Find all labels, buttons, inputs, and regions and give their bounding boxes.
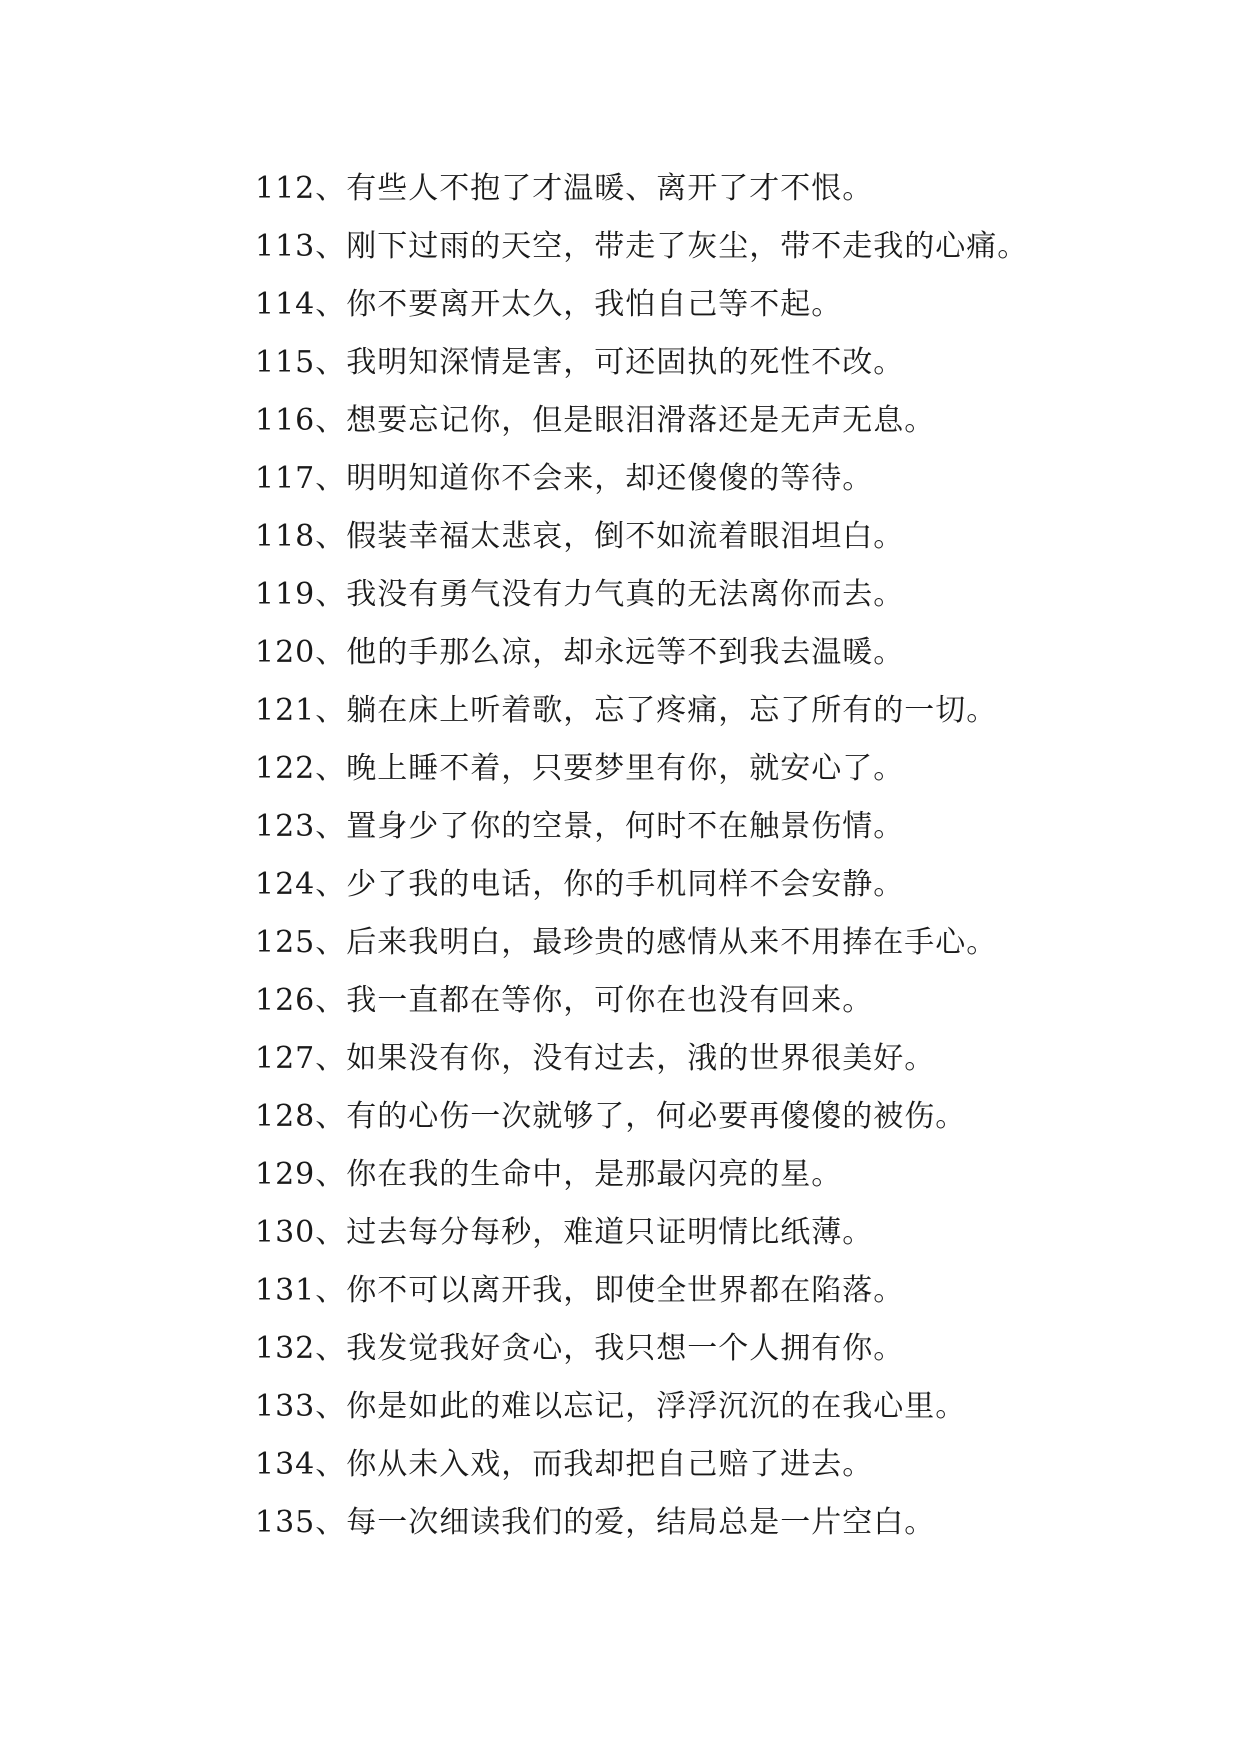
quote-line-133 [255, 1378, 1215, 1436]
quote-text: 有的心伤一次就够了，何必要再傻傻的被伤。 [346, 1099, 967, 1134]
quote-number: 132 [255, 1331, 316, 1366]
quote-number: 129 [255, 1157, 316, 1192]
quote-number: 116 [255, 403, 316, 438]
quote-separator: 、 [315, 1041, 347, 1076]
quote-separator: 、 [315, 693, 347, 728]
quote-line-127 [255, 1030, 1215, 1088]
quote-number: 121 [255, 693, 316, 728]
quote-separator: 、 [315, 1505, 347, 1540]
quote-text: 我发觉我好贪心，我只想一个人拥有你。 [346, 1331, 905, 1366]
quote-line-119 [255, 566, 1215, 624]
quote-text: 他的手那么凉，却永远等不到我去温暖。 [346, 635, 905, 670]
quote-text: 你不要离开太久，我怕自己等不起。 [346, 287, 843, 322]
quote-number: 120 [255, 635, 316, 670]
quote-number: 117 [255, 461, 316, 496]
quote-list [255, 160, 1215, 1552]
quote-line-130 [255, 1204, 1215, 1262]
quote-text: 刚下过雨的天空，带走了灰尘，带不走我的心痛。 [346, 229, 1029, 264]
quote-line-129 [255, 1146, 1215, 1204]
quote-separator: 、 [315, 403, 347, 438]
quote-line-124 [255, 856, 1215, 914]
quote-text: 置身少了你的空景，何时不在触景伤情。 [346, 809, 905, 844]
quote-separator: 、 [315, 1331, 347, 1366]
quote-number: 119 [255, 577, 316, 612]
quote-line-132 [255, 1320, 1215, 1378]
quote-text: 你是如此的难以忘记，浮浮沉沉的在我心里。 [346, 1389, 967, 1424]
quote-text: 少了我的电话，你的手机同样不会安静。 [346, 867, 905, 902]
quote-text: 假装幸福太悲哀，倒不如流着眼泪坦白。 [346, 519, 905, 554]
quote-number: 133 [255, 1389, 316, 1424]
quote-text: 我明知深情是害，可还固执的死性不改。 [346, 345, 905, 380]
quote-separator: 、 [315, 751, 347, 786]
quote-line-117 [255, 450, 1215, 508]
quote-text: 你从未入戏，而我却把自己赔了进去。 [346, 1447, 874, 1482]
quote-separator: 、 [315, 867, 347, 902]
quote-line-128 [255, 1088, 1215, 1146]
quote-number: 115 [255, 345, 316, 380]
quote-line-135 [255, 1494, 1215, 1552]
quote-separator: 、 [315, 925, 347, 960]
quote-line-113 [255, 218, 1215, 276]
quote-number: 124 [255, 867, 316, 902]
quote-line-120 [255, 624, 1215, 682]
quote-separator: 、 [315, 1099, 347, 1134]
quote-number: 135 [255, 1505, 316, 1540]
quote-separator: 、 [315, 635, 347, 670]
quote-line-126 [255, 972, 1215, 1030]
quote-number: 123 [255, 809, 316, 844]
quote-number: 114 [255, 287, 316, 322]
quote-text: 明明知道你不会来，却还傻傻的等待。 [346, 461, 874, 496]
quote-line-134 [255, 1436, 1215, 1494]
quote-separator: 、 [315, 519, 347, 554]
quote-number: 113 [255, 229, 316, 264]
quote-separator: 、 [315, 345, 347, 380]
quote-number: 128 [255, 1099, 316, 1134]
quote-text: 后来我明白，最珍贵的感情从来不用捧在手心。 [346, 925, 998, 960]
quote-text: 每一次细读我们的爱，结局总是一片空白。 [346, 1505, 936, 1540]
quote-line-116 [255, 392, 1215, 450]
quote-line-118 [255, 508, 1215, 566]
quote-number: 130 [255, 1215, 316, 1250]
quote-line-122 [255, 740, 1215, 798]
quote-separator: 、 [315, 171, 347, 206]
quote-line-125 [255, 914, 1215, 972]
quote-text: 躺在床上听着歌，忘了疼痛，忘了所有的一切。 [346, 693, 998, 728]
quote-line-121 [255, 682, 1215, 740]
quote-number: 118 [255, 519, 316, 554]
quote-number: 127 [255, 1041, 316, 1076]
quote-number: 134 [255, 1447, 316, 1482]
quote-number: 122 [255, 751, 316, 786]
quote-line-115 [255, 334, 1215, 392]
quote-text: 如果没有你，没有过去，涐的世界很美好。 [346, 1041, 936, 1076]
quote-separator: 、 [315, 577, 347, 612]
quote-number: 112 [255, 171, 316, 206]
quote-line-112 [255, 160, 1215, 218]
quote-separator: 、 [315, 1215, 347, 1250]
quote-line-131 [255, 1262, 1215, 1320]
quote-separator: 、 [315, 1157, 347, 1192]
quote-separator: 、 [315, 1389, 347, 1424]
quote-line-114 [255, 276, 1215, 334]
quote-text: 晚上睡不着，只要梦里有你，就安心了。 [346, 751, 905, 786]
quote-separator: 、 [315, 809, 347, 844]
quote-separator: 、 [315, 1273, 347, 1308]
quote-text: 我没有勇气没有力气真的无法离你而去。 [346, 577, 905, 612]
quote-separator: 、 [315, 461, 347, 496]
quote-separator: 、 [315, 1447, 347, 1482]
quote-text: 想要忘记你，但是眼泪滑落还是无声无息。 [346, 403, 936, 438]
quote-separator: 、 [315, 229, 347, 264]
quote-text: 有些人不抱了才温暖、离开了才不恨。 [346, 171, 874, 206]
quote-text: 过去每分每秒，难道只证明情比纸薄。 [346, 1215, 874, 1250]
quote-number: 125 [255, 925, 316, 960]
quote-separator: 、 [315, 983, 347, 1018]
quote-text: 你不可以离开我，即使全世界都在陷落。 [346, 1273, 905, 1308]
quote-number: 131 [255, 1273, 316, 1308]
quote-line-123 [255, 798, 1215, 856]
quote-text: 你在我的生命中，是那最闪亮的星。 [346, 1157, 843, 1192]
quote-text: 我一直都在等你，可你在也没有回来。 [346, 983, 874, 1018]
quote-separator: 、 [315, 287, 347, 322]
quote-number: 126 [255, 983, 316, 1018]
